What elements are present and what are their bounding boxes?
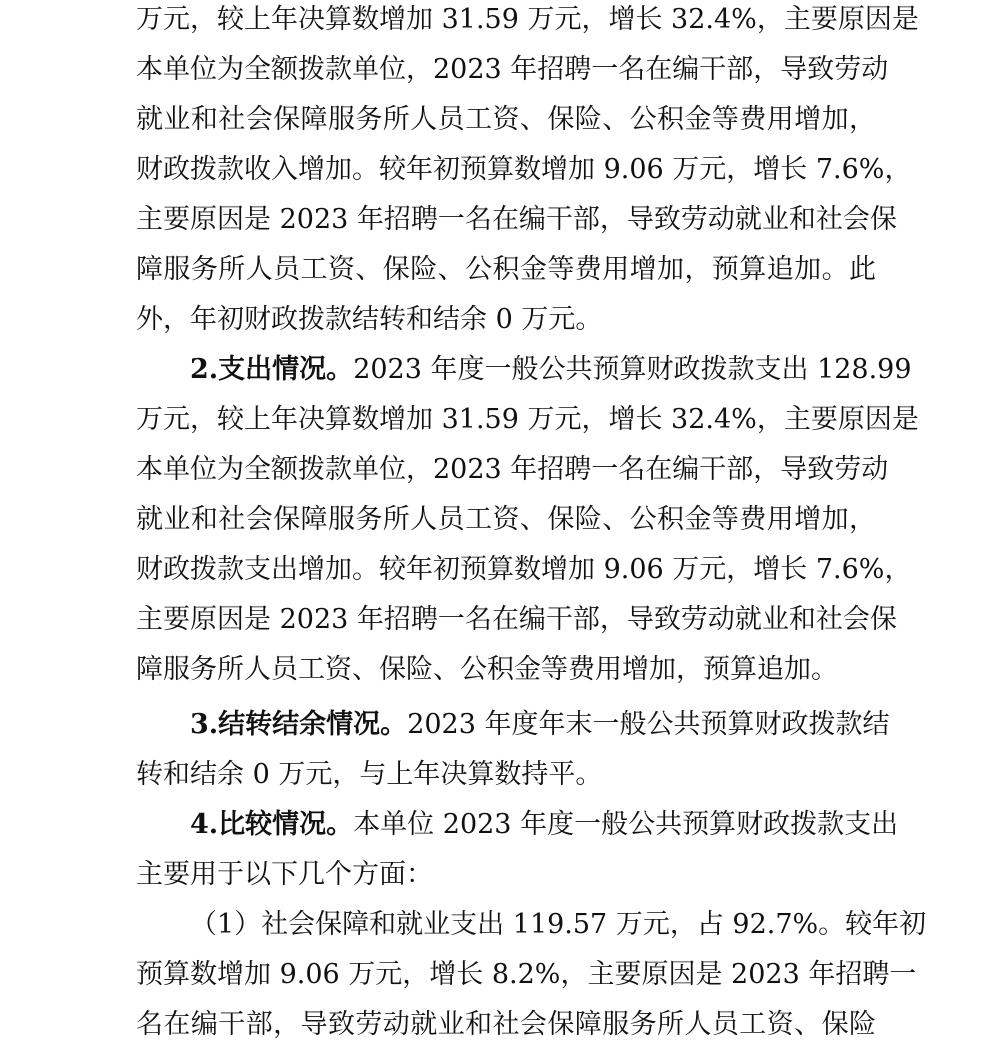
text-line [136,200,897,240]
line-text: 转和结余 0 万元，与上年决算数持平。 [136,759,603,790]
line-text: 外，年初财政拨款结转和结余 0 万元。 [136,304,603,335]
heading-lead: 2.支出情况。 [190,354,354,385]
section-heading-line [190,705,890,745]
text-line [136,955,917,995]
subsection-line [190,905,927,945]
line-text: 障服务所人员工资、保险、公积金等费用增加，预算追加。此 [136,254,876,285]
text-line [136,650,876,690]
text-line [136,50,889,90]
text-line [136,550,912,590]
line-text: 主要原因是 2023 年招聘一名在编干部，导致劳动就业和社会保 [136,604,897,635]
text-line [136,1005,876,1045]
line-text: 财政拨款支出增加。较年初预算数增加 9.06 万元，增长 7.6%， [136,554,912,585]
section-heading-line [190,805,899,845]
text-line [136,250,876,290]
heading-lead: 3.结转结余情况。 [190,709,408,740]
text-line [136,755,876,795]
text-line [136,600,897,640]
text-line [136,100,876,140]
line-text: （1）社会保障和就业支出 119.57 万元，占 92.7%。较年初 [190,909,927,940]
section-heading-line [190,350,912,390]
line-text: 万元，较上年决算数增加 31.59 万元，增长 32.4%，主要原因是 [136,404,919,435]
line-text: 障服务所人员工资、保险、公积金等费用增加，预算追加。 [136,654,838,685]
line-text: 名在编干部，导致劳动就业和社会保障服务所人员工资、保险 [136,1009,876,1040]
line-text: 主要用于以下几个方面： [136,859,433,890]
line-text: 财政拨款收入增加。较年初预算数增加 9.06 万元，增长 7.6%， [136,154,912,185]
line-text: 2023 年度年末一般公共预算财政拨款结 [407,709,890,740]
line-text: 2023 年度一般公共预算财政拨款支出 128.99 [353,354,912,385]
text-line [136,300,876,340]
line-text: 主要原因是 2023 年招聘一名在编干部，导致劳动就业和社会保 [136,204,897,235]
text-line [136,150,912,190]
text-line [136,450,889,490]
line-text: 预算数增加 9.06 万元，增长 8.2%，主要原因是 2023 年招聘一 [136,959,917,990]
text-line [136,855,876,895]
text-line [136,500,876,540]
line-text: 本单位 2023 年度一般公共预算财政拨款支出 [353,809,899,840]
line-text: 本单位为全额拨款单位，2023 年招聘一名在编干部，导致劳动 [136,54,889,85]
line-text: 就业和社会保障服务所人员工资、保险、公积金等费用增加， [136,104,876,135]
line-text: 本单位为全额拨款单位，2023 年招聘一名在编干部，导致劳动 [136,454,889,485]
text-line [136,400,919,440]
line-text: 就业和社会保障服务所人员工资、保险、公积金等费用增加， [136,504,876,535]
heading-lead: 4.比较情况。 [190,809,354,840]
line-text: 万元，较上年决算数增加 31.59 万元，增长 32.4%，主要原因是 [136,4,919,35]
text-line [136,0,919,40]
